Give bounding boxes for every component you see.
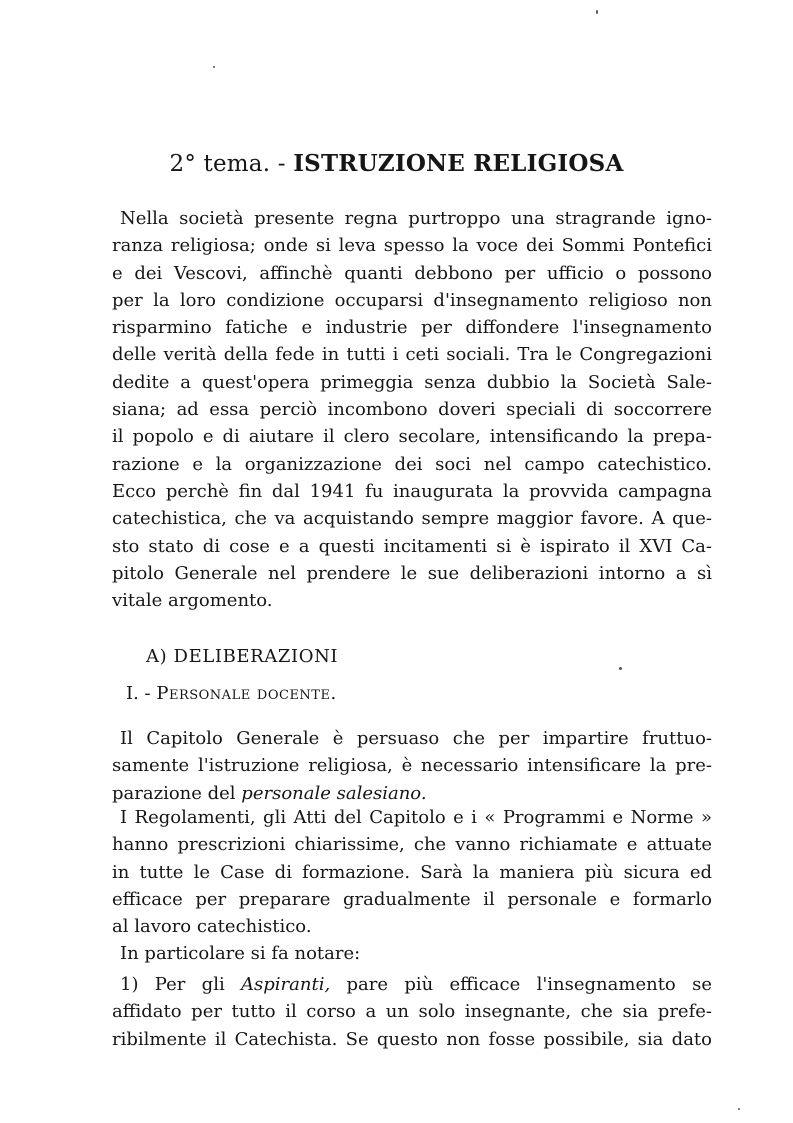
text-line: I Regolamenti, gli Atti del Capitolo e i « Programmi e Norme »	[120, 807, 712, 828]
text-line: in tutte le Case di formazione. Sarà la maniera più sicura ed	[112, 861, 712, 883]
section-heading: A) DELIBERAZIONI	[146, 646, 339, 667]
paragraph-1	[112, 725, 712, 807]
text-fragment: pare più efficace l'insegnamento se	[330, 974, 712, 995]
text-line: il popolo e di aiutare il clero secolare, intensificando la prepa-	[112, 426, 712, 448]
page-title	[0, 150, 793, 177]
text-line: delle verità della fede in tutti i ceti sociali. Tra le Congregazioni	[112, 344, 712, 366]
text-line: sto stato di cose e a questi incitamenti si è ispirato il XVI Ca-	[112, 535, 712, 557]
text-line: samente l'istruzione religiosa, è necessario intensificare la pre-	[112, 755, 712, 777]
text-line: siana; ad essa perciò incombono doveri speciali di soccorrere	[112, 399, 712, 421]
intro-paragraph	[112, 205, 712, 614]
text-line: al lavoro catechistico.	[112, 916, 312, 938]
text-line: In particolare si fa notare:	[120, 943, 361, 964]
text-fragment: 1) Per gli	[120, 974, 242, 995]
text-line: e dei Vescovi, affinchè quanti debbono per ufficio o possono	[112, 262, 712, 284]
text-line: razione e la organizzazione dei soci nel campo catechistico.	[112, 453, 712, 475]
scan-speck	[596, 10, 598, 14]
text-fragment: parazione del	[112, 782, 242, 804]
subsection-number: I. -	[126, 683, 157, 704]
text-line	[112, 780, 712, 807]
text-line: ranza religiosa; onde si leva spesso la voce dei Sommi Pontefici	[112, 235, 712, 257]
paragraph-4	[112, 971, 712, 1053]
emphasis-text: personale salesiano.	[241, 782, 427, 804]
text-line: pitolo Generale nel prendere le sue deliberazioni intorno a sì	[112, 562, 712, 584]
title-main: ISTRUZIONE RELIGIOSA	[293, 150, 624, 177]
text-line: efficace per preparare gradualmente il personale e formarlo	[112, 888, 712, 910]
text-line: per la loro condizione occuparsi d'insegnamento religioso non	[112, 289, 712, 311]
scan-speck	[213, 66, 215, 68]
text-line: Ecco perchè fin dal 1941 fu inaugurata la provvida campagna	[112, 480, 712, 502]
scan-speck	[619, 667, 622, 670]
paragraph-3	[112, 940, 712, 967]
text-line: Il Capitolo Generale è persuaso che per impartire fruttuo-	[120, 728, 712, 749]
text-line: hanno prescrizioni chiarissime, che vanno richiamate e attuate	[112, 834, 712, 856]
text-line: risparmino fatiche e industrie per diffondere l'insegnamento	[112, 317, 712, 339]
text-line: ribilmente il Catechista. Se questo non fosse possibile, sia dato	[112, 1028, 712, 1050]
text-line: affidato per tutto il corso a un solo insegnante, che sia prefe-	[112, 1001, 712, 1023]
text-line: dedite a quest'opera primeggia senza dubbio la Società Sale-	[112, 371, 712, 393]
paragraph-2	[112, 804, 712, 940]
emphasis-text: Aspiranti,	[241, 974, 331, 995]
text-line: Nella società presente regna purtroppo una stragrande igno-	[120, 208, 712, 229]
subsection-title: Personale docente.	[156, 683, 337, 704]
text-line: catechistica, che va acquistando sempre maggior favore. A que-	[112, 508, 712, 530]
subsection-heading	[126, 683, 337, 704]
scan-speck	[738, 1108, 740, 1110]
text-line	[112, 971, 712, 998]
text-line: vitale argomento.	[112, 590, 273, 612]
title-number: 2° tema. -	[169, 151, 294, 177]
